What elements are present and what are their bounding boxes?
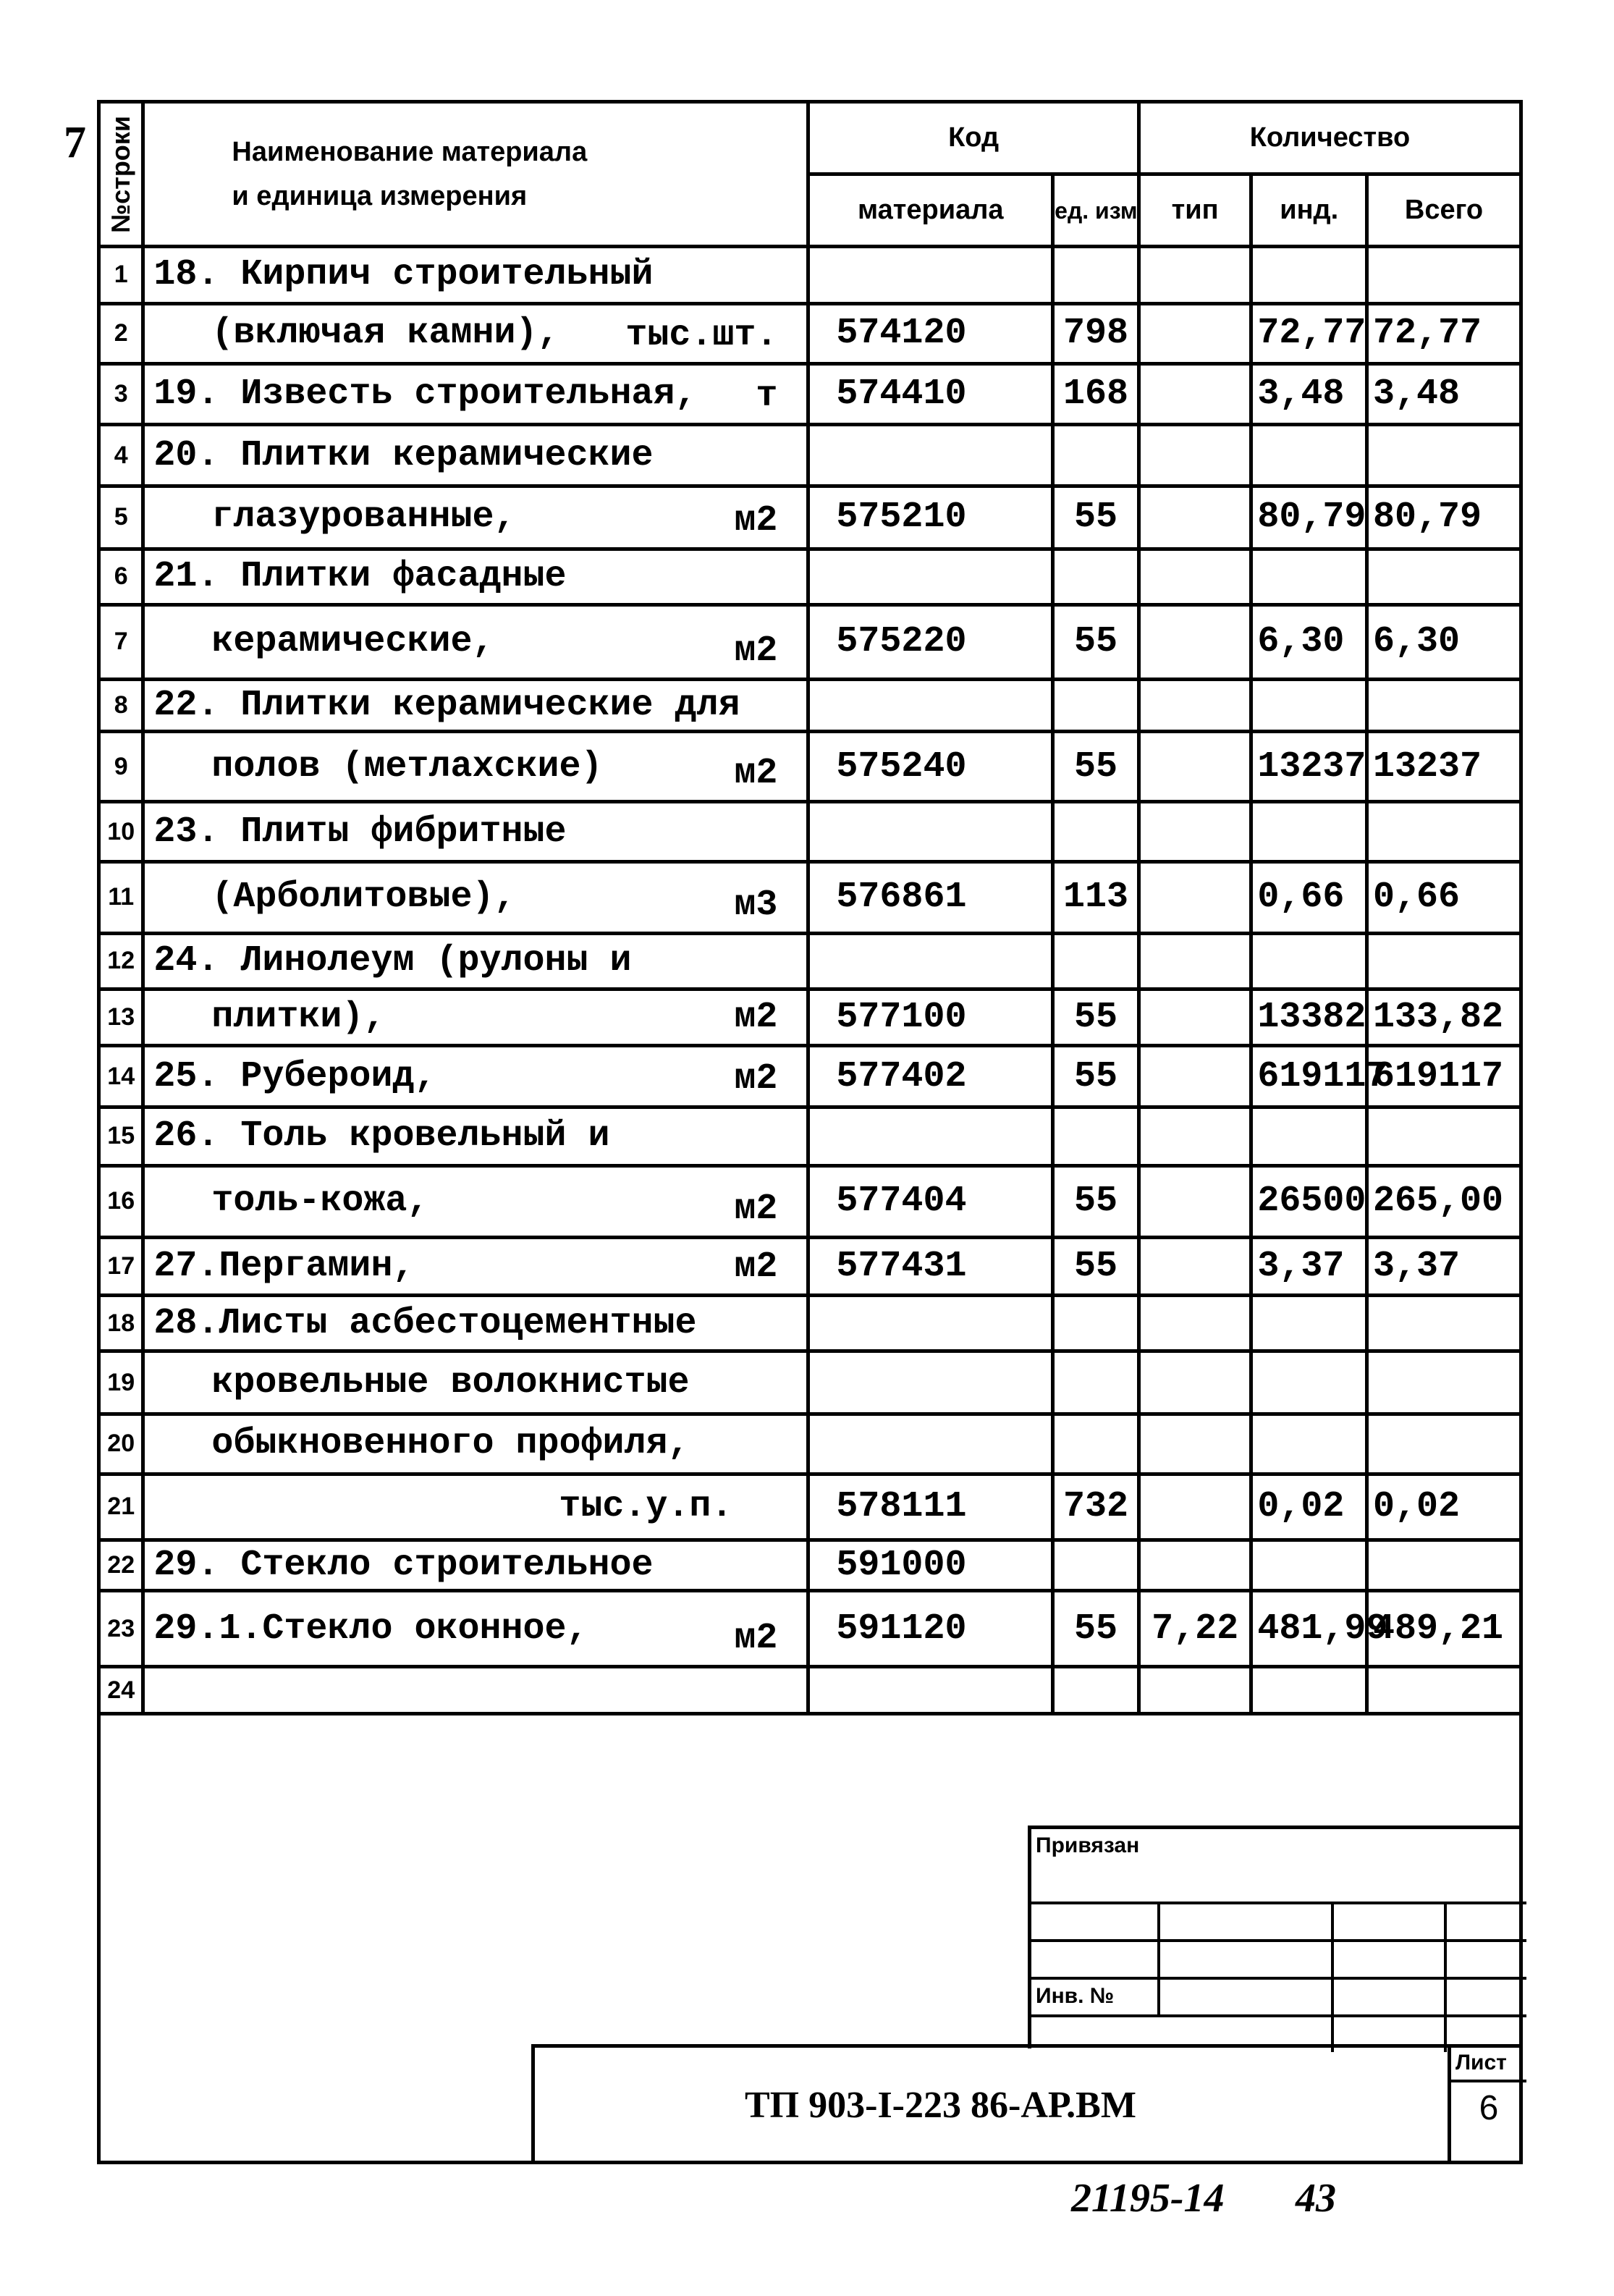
material-name — [143, 604, 808, 679]
qty-total — [1367, 802, 1521, 862]
table-row — [99, 1046, 1521, 1107]
row-number: 22 — [99, 1540, 143, 1591]
header-code: Код — [808, 102, 1138, 174]
qty-total — [1367, 1351, 1521, 1414]
material-unit: т — [756, 376, 778, 418]
qty-type — [1138, 363, 1251, 425]
material-name-text: 23. Плиты фибритные — [153, 811, 567, 853]
stamp-line — [1031, 1939, 1526, 1942]
qty-total: 13237 — [1367, 732, 1521, 802]
stamp-line — [1031, 1902, 1526, 1904]
unit-code: 55 — [1053, 1237, 1139, 1296]
table-row — [99, 1351, 1521, 1414]
material-code — [808, 1107, 1053, 1166]
table-row — [99, 247, 1521, 304]
material-name-text: плитки), — [211, 996, 386, 1038]
unit-code — [1053, 1351, 1139, 1414]
table-row — [99, 1237, 1521, 1296]
material-code: 578111 — [808, 1474, 1053, 1540]
unit-code — [1053, 1107, 1139, 1166]
unit-code — [1053, 1667, 1139, 1714]
unit-code — [1053, 1540, 1139, 1591]
qty-ind: 13382 — [1251, 989, 1367, 1046]
material-name-text: керамические, — [211, 621, 494, 663]
qty-ind: 481,99 — [1251, 1591, 1367, 1667]
qty-type — [1138, 1165, 1251, 1237]
material-unit: тыс.шт. — [625, 314, 778, 356]
material-name-text: 29.1.Стекло оконное, — [153, 1608, 588, 1650]
qty-total: 3,37 — [1367, 1237, 1521, 1296]
material-name — [143, 1591, 808, 1667]
material-name — [143, 1237, 808, 1296]
unit-code: 55 — [1053, 604, 1139, 679]
material-code — [808, 802, 1053, 862]
material-code — [808, 247, 1053, 304]
material-name — [143, 549, 808, 604]
qty-type — [1138, 1046, 1251, 1107]
table-row — [99, 1667, 1521, 1714]
row-number: 14 — [99, 1046, 143, 1107]
row-number: 16 — [99, 1165, 143, 1237]
qty-type — [1138, 604, 1251, 679]
header-qty-total: Всего — [1367, 174, 1521, 247]
header-material-name: Наименование материала и единица измерения — [143, 102, 808, 247]
material-unit: м2 — [734, 1058, 778, 1100]
table-row — [99, 425, 1521, 486]
corner-number: 7 — [64, 118, 86, 167]
unit-code — [1053, 425, 1139, 486]
qty-ind — [1251, 1107, 1367, 1166]
table-row — [99, 933, 1521, 989]
material-unit: м2 — [734, 997, 778, 1039]
qty-ind — [1251, 549, 1367, 604]
row-number: 4 — [99, 425, 143, 486]
qty-ind: 72,77 — [1251, 303, 1367, 363]
unit-code: 55 — [1053, 1591, 1139, 1667]
document-code: ТП 903-I-223 86-АР.ВМ — [745, 2085, 1136, 2126]
table-row — [99, 1165, 1521, 1237]
header-row-number: №строки — [99, 102, 143, 247]
qty-type — [1138, 1237, 1251, 1296]
material-name-text: обыкновенного профиля, — [211, 1423, 690, 1465]
material-unit: м2 — [734, 1618, 778, 1660]
material-code: 577431 — [808, 1237, 1053, 1296]
qty-ind — [1251, 425, 1367, 486]
table-row — [99, 1296, 1521, 1351]
material-code: 576861 — [808, 861, 1053, 933]
material-name-text: 20. Плитки керамические — [153, 434, 654, 476]
inv-label: Инв. № — [1036, 1984, 1115, 2008]
header-qty-ind: инд. — [1251, 174, 1367, 247]
material-code — [808, 1414, 1053, 1474]
material-name — [143, 486, 808, 549]
sheet-divider — [1451, 2080, 1526, 2082]
row-number: 1 — [99, 247, 143, 304]
material-name — [143, 425, 808, 486]
stamp-line — [1031, 2014, 1526, 2017]
material-name-text: полов (метлахские) — [211, 746, 603, 788]
material-code: 577100 — [808, 989, 1053, 1046]
material-name — [143, 1474, 808, 1540]
qty-type — [1138, 486, 1251, 549]
row-number: 17 — [99, 1237, 143, 1296]
row-number: 5 — [99, 486, 143, 549]
header-code-material: материала — [808, 174, 1053, 247]
material-unit: м2 — [734, 630, 778, 672]
qty-ind — [1251, 1351, 1367, 1414]
qty-type — [1138, 989, 1251, 1046]
unit-code — [1053, 679, 1139, 732]
header-qty-type: тип — [1138, 174, 1251, 247]
material-code — [808, 933, 1053, 989]
qty-total: 72,77 — [1367, 303, 1521, 363]
unit-code: 55 — [1053, 732, 1139, 802]
material-name-text: толь-кожа, — [211, 1181, 429, 1223]
unit-code — [1053, 549, 1139, 604]
qty-ind: 3,48 — [1251, 363, 1367, 425]
row-number: 3 — [99, 363, 143, 425]
qty-type — [1138, 802, 1251, 862]
qty-total: 619117 — [1367, 1046, 1521, 1107]
qty-total — [1367, 1107, 1521, 1166]
qty-total: 3,48 — [1367, 363, 1521, 425]
row-number: 10 — [99, 802, 143, 862]
attached-label: Привязан — [1036, 1833, 1140, 1857]
row-number: 13 — [99, 989, 143, 1046]
row-number: 15 — [99, 1107, 143, 1166]
sheet-box — [1448, 2048, 1523, 2164]
material-name — [143, 802, 808, 862]
material-code — [808, 549, 1053, 604]
material-name — [143, 1296, 808, 1351]
unit-code: 55 — [1053, 1046, 1139, 1107]
unit-code: 168 — [1053, 363, 1139, 425]
material-unit: м2 — [734, 499, 778, 541]
row-number: 19 — [99, 1351, 143, 1414]
qty-total — [1367, 425, 1521, 486]
sheet-label: Лист — [1455, 2051, 1507, 2075]
row-number: 23 — [99, 1591, 143, 1667]
qty-type — [1138, 732, 1251, 802]
qty-type: 7,22 — [1138, 1591, 1251, 1667]
material-name — [143, 1667, 808, 1714]
table-row — [99, 1107, 1521, 1166]
qty-type — [1138, 1296, 1251, 1351]
unit-code: 55 — [1053, 989, 1139, 1046]
qty-total — [1367, 679, 1521, 732]
material-name-text: 21. Плитки фасадные — [153, 556, 567, 598]
row-number: 11 — [99, 861, 143, 933]
material-name-text: кровельные волокнистые — [211, 1362, 690, 1404]
binding-stamp — [1028, 1826, 1523, 2048]
row-number: 12 — [99, 933, 143, 989]
qty-total: 133,82 — [1367, 989, 1521, 1046]
material-name — [143, 1165, 808, 1237]
unit-code: 113 — [1053, 861, 1139, 933]
qty-ind — [1251, 1296, 1367, 1351]
unit-code — [1053, 1414, 1139, 1474]
qty-total — [1367, 247, 1521, 304]
qty-type — [1138, 1107, 1251, 1166]
material-name — [143, 1107, 808, 1166]
row-number: 20 — [99, 1414, 143, 1474]
qty-total: 0,66 — [1367, 861, 1521, 933]
material-code: 591000 — [808, 1540, 1053, 1591]
qty-total — [1367, 549, 1521, 604]
qty-type — [1138, 1414, 1251, 1474]
qty-total: 489,21 — [1367, 1591, 1521, 1667]
signature-number: 21195-14 — [1071, 2176, 1225, 2221]
material-unit: м2 — [734, 1188, 778, 1230]
qty-ind — [1251, 1414, 1367, 1474]
table-row — [99, 679, 1521, 732]
material-unit: м2 — [734, 1246, 778, 1288]
table-row — [99, 1474, 1521, 1540]
material-code: 574120 — [808, 303, 1053, 363]
header-code-unit: ед. изм — [1053, 174, 1139, 247]
stamp-line — [1031, 1977, 1526, 1980]
qty-type — [1138, 1667, 1251, 1714]
table-row — [99, 802, 1521, 862]
row-number: 6 — [99, 549, 143, 604]
material-name — [143, 989, 808, 1046]
qty-ind — [1251, 1540, 1367, 1591]
material-name-text: 25. Рубероид, — [153, 1055, 436, 1097]
material-unit: м3 — [734, 884, 778, 926]
qty-type — [1138, 549, 1251, 604]
unit-code: 732 — [1053, 1474, 1139, 1540]
qty-total — [1367, 933, 1521, 989]
material-name-text: (Арболитовые), — [211, 877, 516, 919]
table-row — [99, 486, 1521, 549]
qty-ind — [1251, 933, 1367, 989]
unit-code: 55 — [1053, 1165, 1139, 1237]
unit-code — [1053, 247, 1139, 304]
row-number: 8 — [99, 679, 143, 732]
qty-ind: 80,79 — [1251, 486, 1367, 549]
qty-ind: 3,37 — [1251, 1237, 1367, 1296]
material-code — [808, 425, 1053, 486]
qty-ind: 0,02 — [1251, 1474, 1367, 1540]
table-row — [99, 1540, 1521, 1591]
unit-code — [1053, 933, 1139, 989]
material-name — [143, 303, 808, 363]
material-name-text: 29. Стекло строительное — [153, 1544, 654, 1586]
qty-type — [1138, 425, 1251, 486]
material-name — [143, 1351, 808, 1414]
material-name-text: 24. Линолеум (рулоны и — [153, 940, 632, 982]
qty-ind — [1251, 802, 1367, 862]
table-row — [99, 549, 1521, 604]
qty-ind — [1251, 1667, 1367, 1714]
qty-ind: 26500 — [1251, 1165, 1367, 1237]
unit-code: 798 — [1053, 303, 1139, 363]
material-code — [808, 1351, 1053, 1414]
material-code — [808, 679, 1053, 732]
qty-total: 6,30 — [1367, 604, 1521, 679]
qty-type — [1138, 679, 1251, 732]
title-block — [531, 2044, 1523, 2164]
qty-type — [1138, 1474, 1251, 1540]
material-name — [143, 1046, 808, 1107]
material-code: 575210 — [808, 486, 1053, 549]
qty-type — [1138, 247, 1251, 304]
qty-total — [1367, 1540, 1521, 1591]
material-name — [143, 363, 808, 425]
row-number: 21 — [99, 1474, 143, 1540]
qty-type — [1138, 861, 1251, 933]
row-number: 2 — [99, 303, 143, 363]
row-number: 9 — [99, 732, 143, 802]
unit-code — [1053, 1296, 1139, 1351]
table-row — [99, 303, 1521, 363]
qty-ind: 13237 — [1251, 732, 1367, 802]
table-row — [99, 861, 1521, 933]
unit-code — [1053, 802, 1139, 862]
material-code: 591120 — [808, 1591, 1053, 1667]
stamp-vline — [1444, 1902, 1447, 2052]
qty-total — [1367, 1667, 1521, 1714]
table-row — [99, 1591, 1521, 1667]
qty-total: 265,00 — [1367, 1165, 1521, 1237]
material-code: 577402 — [808, 1046, 1053, 1107]
stamp-vline — [1331, 1902, 1334, 2052]
material-name — [143, 861, 808, 933]
material-name-text: (включая камни), — [211, 313, 559, 355]
page-number: 43 — [1296, 2176, 1336, 2221]
header-quantity: Количество — [1138, 102, 1521, 174]
row-number: 24 — [99, 1667, 143, 1714]
table-row — [99, 363, 1521, 425]
qty-ind: 0,66 — [1251, 861, 1367, 933]
material-name-text: 27.Пергамин, — [153, 1246, 415, 1288]
qty-ind — [1251, 247, 1367, 304]
qty-type — [1138, 303, 1251, 363]
sheet-number: 6 — [1479, 2089, 1499, 2127]
stamp-vline — [1157, 1902, 1160, 2014]
material-name-text: 22. Плитки керамические для — [153, 684, 740, 726]
material-code: 577404 — [808, 1165, 1053, 1237]
table-row — [99, 732, 1521, 802]
table-row — [99, 604, 1521, 679]
material-name — [143, 732, 808, 802]
material-name — [143, 247, 808, 304]
material-name — [143, 933, 808, 989]
materials-table — [97, 100, 1523, 1715]
material-name-text: 26. Толь кровельный и — [153, 1115, 610, 1157]
material-name — [143, 1540, 808, 1591]
qty-type — [1138, 933, 1251, 989]
row-number: 18 — [99, 1296, 143, 1351]
material-code: 575240 — [808, 732, 1053, 802]
material-name-text: 19. Известь строительная, — [153, 373, 697, 415]
unit-code: 55 — [1053, 486, 1139, 549]
qty-ind: 619117 — [1251, 1046, 1367, 1107]
material-name-text: 18. Кирпич строительный — [153, 254, 654, 296]
material-code — [808, 1296, 1053, 1351]
material-code — [808, 1667, 1053, 1714]
material-name — [143, 1414, 808, 1474]
material-code: 574410 — [808, 363, 1053, 425]
table-row — [99, 1414, 1521, 1474]
material-name-text: глазурованные, — [211, 497, 516, 539]
material-name-text: тыс.у.п. — [559, 1486, 733, 1528]
material-unit: м2 — [734, 753, 778, 795]
material-name — [143, 679, 808, 732]
qty-type — [1138, 1540, 1251, 1591]
qty-total: 80,79 — [1367, 486, 1521, 549]
row-number: 7 — [99, 604, 143, 679]
qty-total — [1367, 1296, 1521, 1351]
qty-type — [1138, 1351, 1251, 1414]
material-name-text: 28.Листы асбестоцементные — [153, 1302, 697, 1344]
qty-total: 0,02 — [1367, 1474, 1521, 1540]
table-row — [99, 989, 1521, 1046]
qty-total — [1367, 1414, 1521, 1474]
material-code: 575220 — [808, 604, 1053, 679]
qty-ind: 6,30 — [1251, 604, 1367, 679]
qty-ind — [1251, 679, 1367, 732]
